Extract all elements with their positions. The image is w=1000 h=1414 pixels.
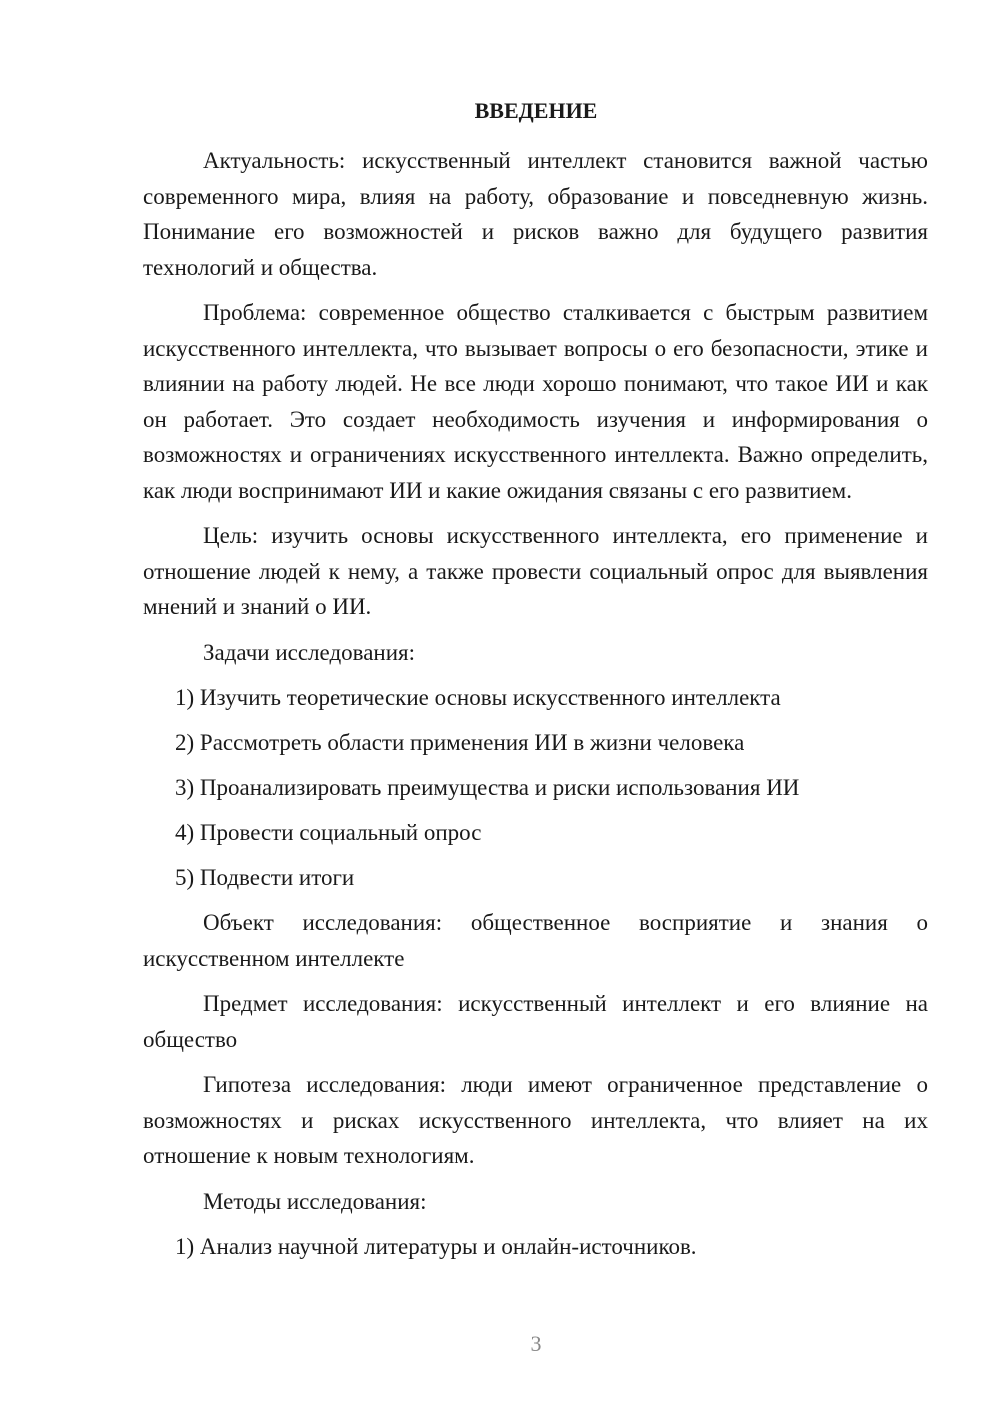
list-item: 4) Провести социальный опрос bbox=[175, 820, 482, 845]
page-title: ВВЕДЕНИЕ bbox=[474, 98, 598, 123]
list-item: 2) Рассмотреть области применения ИИ в жизни человека bbox=[175, 730, 745, 755]
hypothesis-paragraph: Гипотеза исследования: люди имеют ограниченное представление о возможностях и рисках искусственного интеллекта, что влияет на их отношение к новым технологиям. bbox=[143, 1072, 928, 1168]
subject-paragraph: Предмет исследования: искусственный интеллект и его влияние на общество bbox=[143, 991, 928, 1052]
list-item: 1) Анализ научной литературы и онлайн-источников. bbox=[175, 1234, 697, 1259]
relevance-paragraph: Актуальность: искусственный интеллект становится важной частью современного мира, влияя на работу, образование и повседневную жизнь. Понимание его возможностей и рисков важно для будущего развития технологий и общества. bbox=[143, 148, 928, 280]
problem-paragraph: Проблема: современное общество сталкивается с быстрым развитием искусственного интеллекта, что вызывает вопросы о его безопасности, этике и влиянии на работу людей. Не все люди хорошо понимают, что такое ИИ и как он работает. Это создает необходимость изучения и информирования о возможностях и ограничениях искусственного интеллекта. Важно определить, как люди воспринимают ИИ и какие ожидания связаны с его развитием. bbox=[143, 300, 928, 503]
methods-title: Методы исследования: bbox=[203, 1188, 427, 1214]
tasks-list bbox=[143, 680, 928, 895]
list-item: 1) Изучить теоретические основы искусственного интеллекта bbox=[175, 685, 781, 710]
page-number: 3 bbox=[530, 1331, 542, 1356]
list-item: 5) Подвести итоги bbox=[175, 865, 355, 890]
methods-list bbox=[143, 1229, 928, 1264]
tasks-title: Задачи исследования: bbox=[203, 639, 416, 665]
object-paragraph: Объект исследования: общественное восприятие и знания о искусственном интеллекте bbox=[143, 910, 928, 971]
goal-paragraph: Цель: изучить основы искусственного интеллекта, его применение и отношение людей к нему, а также провести социальный опрос для выявления мнений и знаний о ИИ. bbox=[143, 523, 928, 619]
list-item: 3) Проанализировать преимущества и риски использования ИИ bbox=[175, 775, 800, 800]
document-body bbox=[143, 143, 928, 1274]
